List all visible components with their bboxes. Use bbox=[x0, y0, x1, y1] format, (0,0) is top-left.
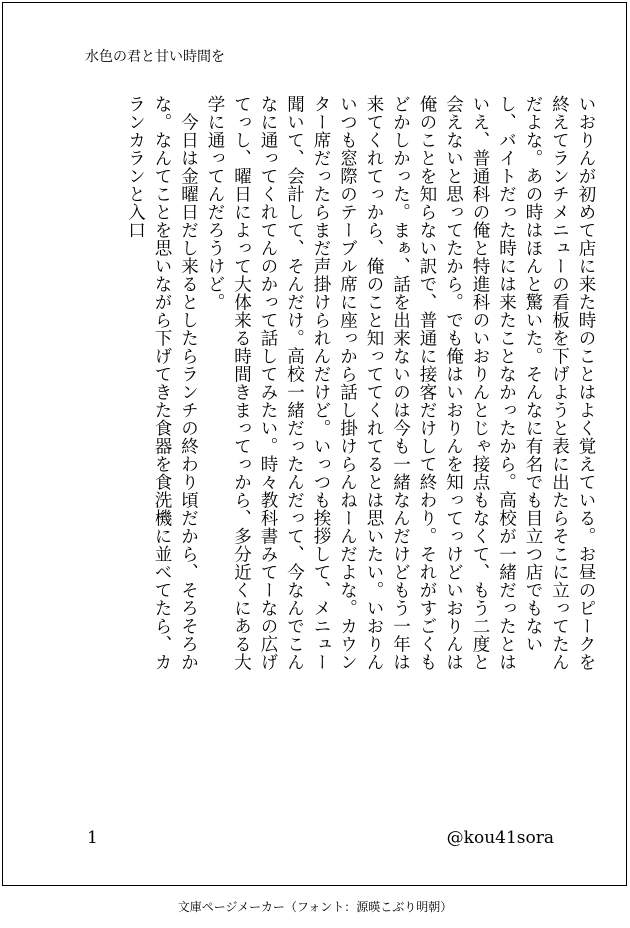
page-number: 1 bbox=[87, 828, 98, 848]
footer-credit: 文庫ページメーカー（フォント：源暎こぶり明朝） bbox=[177, 900, 453, 914]
paragraph-2: 今日は金曜日だし来るとしたらランチの終わり頃だから、そろそろかな。なんてことを思いながら下げてきた食器を食洗機に並べてたら、カランカランと入口 bbox=[125, 95, 199, 671]
running-title: 水色の君と甘い時間を bbox=[85, 49, 225, 65]
body-text bbox=[122, 95, 599, 687]
paragraph-1: いおりんが初めて店に来た時のことはよく覚えている。お昼のピークを終えてランチメニューの看板を下げようと表に出たらそこに立ってたんだよな。あの時はほんと驚いた。そんなに有名でも目立つ店でもないし、バイトだった時には来たことなかったから。高校が一緒だったとはいえ、普通科の俺と特進科のいおりんとじゃ接点もなくて、もう二度と会えないと思ってたから。でも俺はいおりんを知ってっけどいおりんは俺のことを知らない訳で、普通に接客だけして終わり。それがすごくもどかしかった。まぁ、話を出来ないのは今も一緒なんだけどもう一年は来てくれてっから、俺のこと知っててくれてるとは思いたい。いおりんいつも窓際のテーブル席に座っから話し掛けらんねーんだよな。カウンター席だったらまだ声掛けられんだけど。いっつも挨拶して、メニュー聞いて、会計して、そんだけ。高校一緒だったんだって、今なんでこんなに通ってくれてんのかって話してみたい。時々教科書みてーなの広げてっし、曜日によって大体来る時間きまってっから、多分近くにある大学に通ってんだろうけど。 bbox=[205, 95, 596, 671]
author-handle: @kou41sora bbox=[446, 828, 554, 848]
page-frame bbox=[2, 2, 627, 886]
